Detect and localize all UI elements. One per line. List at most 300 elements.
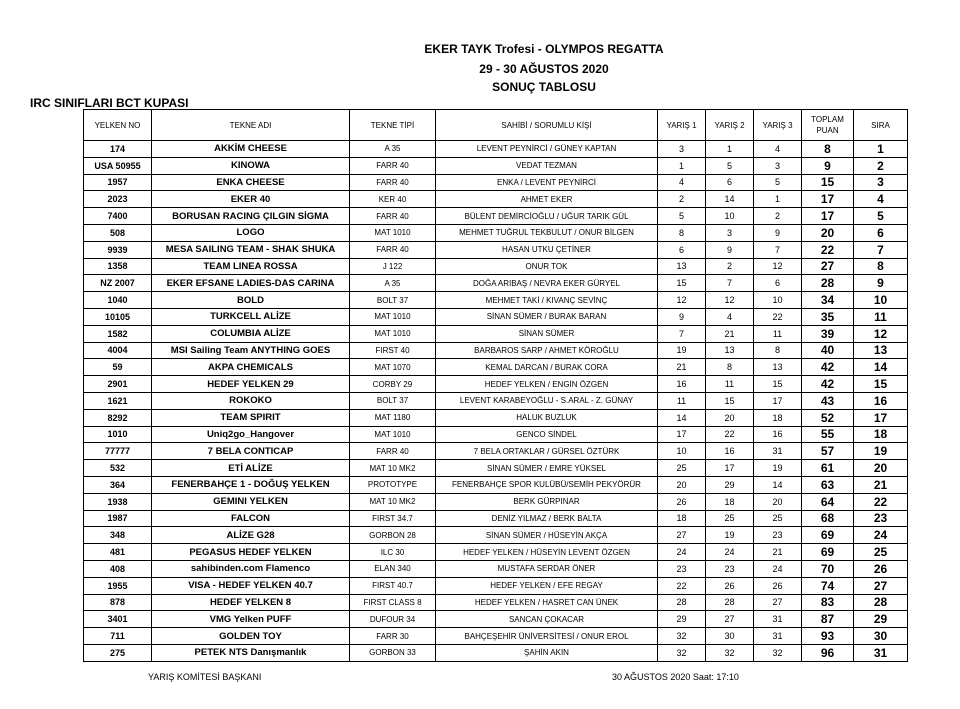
boat-type-cell: GORBON 33: [350, 644, 436, 661]
sail-no-cell: 1957: [84, 174, 152, 191]
table-row: [84, 191, 908, 208]
race-1-cell: 13: [658, 258, 706, 275]
col-header-race-1: YARIŞ 1: [658, 110, 706, 141]
col-header-rank: SIRA: [854, 110, 908, 141]
boat-name-cell: ALİZE G28: [152, 527, 350, 544]
race-2-cell: 25: [706, 510, 754, 527]
race-3-cell: 12: [754, 258, 802, 275]
rank-cell: 22: [854, 493, 908, 510]
race-3-cell: 9: [754, 224, 802, 241]
race-2-cell: 24: [706, 544, 754, 561]
boat-name-cell: TURKCELL ALİZE: [152, 308, 350, 325]
boat-type-cell: FIRST 34.7: [350, 510, 436, 527]
rank-cell: 28: [854, 594, 908, 611]
owner-cell: DENİZ YILMAZ / BERK BALTA: [436, 510, 658, 527]
table-row: [84, 426, 908, 443]
rank-cell: 29: [854, 611, 908, 628]
sail-no-cell: USA 50955: [84, 157, 152, 174]
boat-type-cell: FIRST 40.7: [350, 577, 436, 594]
boat-type-cell: A 35: [350, 275, 436, 292]
rank-cell: 9: [854, 275, 908, 292]
race-1-cell: 24: [658, 544, 706, 561]
sail-no-cell: 1987: [84, 510, 152, 527]
race-1-cell: 17: [658, 426, 706, 443]
race-2-cell: 21: [706, 325, 754, 342]
owner-cell: AHMET EKER: [436, 191, 658, 208]
owner-cell: BERK GÜRPINAR: [436, 493, 658, 510]
race-3-cell: 11: [754, 325, 802, 342]
race-3-cell: 32: [754, 644, 802, 661]
total-cell: 61: [802, 460, 854, 477]
race-1-cell: 26: [658, 493, 706, 510]
rank-cell: 3: [854, 174, 908, 191]
total-cell: 8: [802, 141, 854, 158]
boat-type-cell: MAT 1180: [350, 409, 436, 426]
boat-name-cell: sahibinden.com Flamenco: [152, 560, 350, 577]
rank-cell: 26: [854, 560, 908, 577]
race-2-cell: 32: [706, 644, 754, 661]
sail-no-cell: 2901: [84, 376, 152, 393]
race-2-cell: 28: [706, 594, 754, 611]
owner-cell: SİNAN SÜMER / EMRE YÜKSEL: [436, 460, 658, 477]
owner-cell: LEVENT PEYNİRCİ / GÜNEY KAPTAN: [436, 141, 658, 158]
race-1-cell: 2: [658, 191, 706, 208]
total-cell: 22: [802, 241, 854, 258]
race-3-cell: 19: [754, 460, 802, 477]
race-3-cell: 31: [754, 611, 802, 628]
boat-name-cell: GOLDEN TOY: [152, 628, 350, 645]
race-1-cell: 14: [658, 409, 706, 426]
race-3-cell: 3: [754, 157, 802, 174]
boat-type-cell: FIRST 40: [350, 342, 436, 359]
sail-no-cell: 348: [84, 527, 152, 544]
owner-cell: BÜLENT DEMİRCİOĞLU / UĞUR TARIK GÜL: [436, 208, 658, 225]
table-header-row: [84, 110, 908, 141]
sail-no-cell: 711: [84, 628, 152, 645]
race-2-cell: 14: [706, 191, 754, 208]
sail-no-cell: 1040: [84, 292, 152, 309]
boat-type-cell: FIRST CLASS 8: [350, 594, 436, 611]
col-header-total: TOPLAM PUAN: [802, 110, 854, 141]
boat-name-cell: COLUMBIA ALİZE: [152, 325, 350, 342]
boat-name-cell: GEMINI YELKEN: [152, 493, 350, 510]
total-cell: 63: [802, 476, 854, 493]
boat-name-cell: VMG Yelken PUFF: [152, 611, 350, 628]
table-row: [84, 510, 908, 527]
table-row: [84, 392, 908, 409]
boat-name-cell: PEGASUS HEDEF YELKEN: [152, 544, 350, 561]
rank-cell: 30: [854, 628, 908, 645]
race-2-cell: 18: [706, 493, 754, 510]
boat-name-cell: AKKİM CHEESE: [152, 141, 350, 158]
rank-cell: 4: [854, 191, 908, 208]
race-3-cell: 14: [754, 476, 802, 493]
owner-cell: HEDEF YELKEN / ENGİN ÖZGEN: [436, 376, 658, 393]
boat-name-cell: ENKA CHEESE: [152, 174, 350, 191]
race-3-cell: 7: [754, 241, 802, 258]
total-cell: 42: [802, 359, 854, 376]
table-row: [84, 594, 908, 611]
race-2-cell: 17: [706, 460, 754, 477]
total-cell: 28: [802, 275, 854, 292]
table-row: [84, 476, 908, 493]
owner-cell: LEVENT KARABEYOĞLU - S.ARAL - Z. GÜNAY: [436, 392, 658, 409]
rank-cell: 13: [854, 342, 908, 359]
race-1-cell: 27: [658, 527, 706, 544]
boat-type-cell: KER 40: [350, 191, 436, 208]
boat-name-cell: AKPA CHEMICALS: [152, 359, 350, 376]
boat-name-cell: EKER EFSANE LADIES-DAS CARINA: [152, 275, 350, 292]
total-cell: 69: [802, 527, 854, 544]
owner-cell: KEMAL DARCAN / BURAK CORA: [436, 359, 658, 376]
race-3-cell: 4: [754, 141, 802, 158]
sail-no-cell: 1621: [84, 392, 152, 409]
race-2-cell: 22: [706, 426, 754, 443]
total-cell: 9: [802, 157, 854, 174]
race-1-cell: 22: [658, 577, 706, 594]
owner-cell: BAHÇEŞEHİR ÜNİVERSİTESİ / ONUR EROL: [436, 628, 658, 645]
race-2-cell: 19: [706, 527, 754, 544]
table-row: [84, 157, 908, 174]
col-header-type: TEKNE TİPİ: [350, 110, 436, 141]
total-cell: 20: [802, 224, 854, 241]
total-cell: 64: [802, 493, 854, 510]
race-2-cell: 11: [706, 376, 754, 393]
race-3-cell: 31: [754, 443, 802, 460]
boat-name-cell: HEDEF YELKEN 29: [152, 376, 350, 393]
total-cell: 42: [802, 376, 854, 393]
col-header-boat: TEKNE ADI: [152, 110, 350, 141]
boat-name-cell: EKER 40: [152, 191, 350, 208]
boat-type-cell: MAT 1010: [350, 426, 436, 443]
race-2-cell: 1: [706, 141, 754, 158]
col-header-sail-no: YELKEN NO: [84, 110, 152, 141]
boat-type-cell: BOLT 37: [350, 392, 436, 409]
rank-cell: 6: [854, 224, 908, 241]
race-1-cell: 21: [658, 359, 706, 376]
sail-no-cell: 59: [84, 359, 152, 376]
sail-no-cell: NZ 2007: [84, 275, 152, 292]
race-3-cell: 8: [754, 342, 802, 359]
table-row: [84, 460, 908, 477]
table-row: [84, 224, 908, 241]
race-3-cell: 16: [754, 426, 802, 443]
total-cell: 93: [802, 628, 854, 645]
race-1-cell: 32: [658, 644, 706, 661]
boat-type-cell: BOLT 37: [350, 292, 436, 309]
race-3-cell: 23: [754, 527, 802, 544]
rank-cell: 23: [854, 510, 908, 527]
sail-no-cell: 10105: [84, 308, 152, 325]
total-cell: 40: [802, 342, 854, 359]
table-row: [84, 241, 908, 258]
race-2-cell: 7: [706, 275, 754, 292]
race-1-cell: 28: [658, 594, 706, 611]
boat-name-cell: MSI Sailing Team ANYTHING GOES: [152, 342, 350, 359]
sail-no-cell: 1938: [84, 493, 152, 510]
race-3-cell: 20: [754, 493, 802, 510]
race-3-cell: 5: [754, 174, 802, 191]
rank-cell: 2: [854, 157, 908, 174]
sail-no-cell: 174: [84, 141, 152, 158]
results-table: [83, 109, 908, 662]
race-1-cell: 7: [658, 325, 706, 342]
rank-cell: 5: [854, 208, 908, 225]
race-1-cell: 16: [658, 376, 706, 393]
sail-no-cell: 364: [84, 476, 152, 493]
boat-name-cell: BOLD: [152, 292, 350, 309]
boat-type-cell: FARR 40: [350, 443, 436, 460]
race-1-cell: 19: [658, 342, 706, 359]
sail-no-cell: 9939: [84, 241, 152, 258]
boat-type-cell: MAT 1070: [350, 359, 436, 376]
boat-type-cell: ILC 30: [350, 544, 436, 561]
race-1-cell: 11: [658, 392, 706, 409]
boat-type-cell: MAT 1010: [350, 325, 436, 342]
boat-type-cell: MAT 10 MK2: [350, 493, 436, 510]
race-1-cell: 15: [658, 275, 706, 292]
rank-cell: 20: [854, 460, 908, 477]
rank-cell: 15: [854, 376, 908, 393]
boat-type-cell: PROTOTYPE: [350, 476, 436, 493]
rank-cell: 17: [854, 409, 908, 426]
total-cell: 55: [802, 426, 854, 443]
total-cell: 69: [802, 544, 854, 561]
table-row: [84, 141, 908, 158]
sail-no-cell: 408: [84, 560, 152, 577]
owner-cell: ŞAHİN AKIN: [436, 644, 658, 661]
race-2-cell: 15: [706, 392, 754, 409]
table-row: [84, 376, 908, 393]
rank-cell: 1: [854, 141, 908, 158]
total-cell: 35: [802, 308, 854, 325]
race-1-cell: 12: [658, 292, 706, 309]
rank-cell: 21: [854, 476, 908, 493]
rank-cell: 18: [854, 426, 908, 443]
owner-cell: ONUR TOK: [436, 258, 658, 275]
rank-cell: 19: [854, 443, 908, 460]
boat-type-cell: MAT 10 MK2: [350, 460, 436, 477]
race-2-cell: 6: [706, 174, 754, 191]
boat-name-cell: MESA SAILING TEAM - SHAK SHUKA: [152, 241, 350, 258]
total-cell: 27: [802, 258, 854, 275]
race-1-cell: 3: [658, 141, 706, 158]
rank-cell: 16: [854, 392, 908, 409]
rank-cell: 27: [854, 577, 908, 594]
col-header-owner: SAHİBİ / SORUMLU KİŞİ: [436, 110, 658, 141]
total-cell: 87: [802, 611, 854, 628]
race-3-cell: 1: [754, 191, 802, 208]
total-cell: 74: [802, 577, 854, 594]
section-title: IRC SINIFLARI BCT KUPASI: [30, 96, 189, 110]
sail-no-cell: 4004: [84, 342, 152, 359]
race-2-cell: 10: [706, 208, 754, 225]
boat-type-cell: ELAN 340: [350, 560, 436, 577]
owner-cell: SANCAN ÇOKACAR: [436, 611, 658, 628]
table-row: [84, 628, 908, 645]
race-1-cell: 25: [658, 460, 706, 477]
boat-type-cell: FARR 30: [350, 628, 436, 645]
boat-type-cell: A 35: [350, 141, 436, 158]
table-row: [84, 292, 908, 309]
total-cell: 96: [802, 644, 854, 661]
table-row: [84, 359, 908, 376]
rank-cell: 10: [854, 292, 908, 309]
footer-timestamp: 30 AĞUSTOS 2020 Saat: 17:10: [612, 672, 739, 682]
table-row: [84, 174, 908, 191]
boat-type-cell: J 122: [350, 258, 436, 275]
race-1-cell: 32: [658, 628, 706, 645]
race-2-cell: 3: [706, 224, 754, 241]
race-1-cell: 6: [658, 241, 706, 258]
owner-cell: HEDEF YELKEN / HASRET CAN ÜNEK: [436, 594, 658, 611]
sail-no-cell: 7400: [84, 208, 152, 225]
table-row: [84, 527, 908, 544]
owner-cell: MUSTAFA SERDAR ÖNER: [436, 560, 658, 577]
sail-no-cell: 8292: [84, 409, 152, 426]
table-row: [84, 325, 908, 342]
boat-type-cell: MAT 1010: [350, 224, 436, 241]
race-2-cell: 12: [706, 292, 754, 309]
boat-name-cell: ROKOKO: [152, 392, 350, 409]
owner-cell: SİNAN SÜMER / BURAK BARAN: [436, 308, 658, 325]
owner-cell: GENCO SİNDEL: [436, 426, 658, 443]
total-cell: 52: [802, 409, 854, 426]
boat-name-cell: ETİ ALİZE: [152, 460, 350, 477]
owner-cell: ENKA / LEVENT PEYNİRCİ: [436, 174, 658, 191]
total-cell: 17: [802, 191, 854, 208]
race-1-cell: 23: [658, 560, 706, 577]
race-2-cell: 2: [706, 258, 754, 275]
rank-cell: 8: [854, 258, 908, 275]
total-cell: 70: [802, 560, 854, 577]
sail-no-cell: 275: [84, 644, 152, 661]
boat-type-cell: FARR 40: [350, 241, 436, 258]
race-2-cell: 26: [706, 577, 754, 594]
race-3-cell: 18: [754, 409, 802, 426]
table-row: [84, 208, 908, 225]
boat-type-cell: FARR 40: [350, 174, 436, 191]
boat-type-cell: CORBY 29: [350, 376, 436, 393]
table-row: [84, 308, 908, 325]
sail-no-cell: 1955: [84, 577, 152, 594]
table-row: [84, 560, 908, 577]
document-title: EKER TAYK Trofesi - OLYMPOS REGATTA: [424, 42, 664, 56]
col-header-race-2: YARIŞ 2: [706, 110, 754, 141]
race-2-cell: 8: [706, 359, 754, 376]
race-3-cell: 13: [754, 359, 802, 376]
race-1-cell: 1: [658, 157, 706, 174]
boat-name-cell: VISA - HEDEF YELKEN 40.7: [152, 577, 350, 594]
total-cell: 43: [802, 392, 854, 409]
boat-name-cell: FENERBAHÇE 1 - DOĞUŞ YELKEN: [152, 476, 350, 493]
boat-type-cell: GORBON 28: [350, 527, 436, 544]
race-1-cell: 29: [658, 611, 706, 628]
rank-cell: 12: [854, 325, 908, 342]
table-row: [84, 275, 908, 292]
race-2-cell: 13: [706, 342, 754, 359]
rank-cell: 7: [854, 241, 908, 258]
race-1-cell: 10: [658, 443, 706, 460]
race-1-cell: 20: [658, 476, 706, 493]
boat-name-cell: KINOWA: [152, 157, 350, 174]
table-row: [84, 577, 908, 594]
boat-name-cell: TEAM LINEA ROSSA: [152, 258, 350, 275]
owner-cell: HASAN UTKU ÇETİNER: [436, 241, 658, 258]
boat-type-cell: MAT 1010: [350, 308, 436, 325]
sail-no-cell: 508: [84, 224, 152, 241]
race-2-cell: 30: [706, 628, 754, 645]
owner-cell: VEDAT TEZMAN: [436, 157, 658, 174]
col-header-race-3: YARIŞ 3: [754, 110, 802, 141]
boat-type-cell: FARR 40: [350, 208, 436, 225]
table-row: [84, 258, 908, 275]
race-1-cell: 9: [658, 308, 706, 325]
table-row: [84, 544, 908, 561]
race-2-cell: 5: [706, 157, 754, 174]
sail-no-cell: 481: [84, 544, 152, 561]
race-3-cell: 6: [754, 275, 802, 292]
race-3-cell: 17: [754, 392, 802, 409]
rank-cell: 11: [854, 308, 908, 325]
total-cell: 39: [802, 325, 854, 342]
table-row: [84, 611, 908, 628]
race-2-cell: 27: [706, 611, 754, 628]
race-1-cell: 8: [658, 224, 706, 241]
rank-cell: 14: [854, 359, 908, 376]
total-cell: 17: [802, 208, 854, 225]
table-row: [84, 409, 908, 426]
owner-cell: 7 BELA ORTAKLAR / GÜRSEL ÖZTÜRK: [436, 443, 658, 460]
owner-cell: BARBAROS SARP / AHMET KÖROĞLU: [436, 342, 658, 359]
boat-name-cell: 7 BELA CONTICAP: [152, 443, 350, 460]
boat-name-cell: HEDEF YELKEN 8: [152, 594, 350, 611]
race-3-cell: 2: [754, 208, 802, 225]
race-3-cell: 27: [754, 594, 802, 611]
total-cell: 68: [802, 510, 854, 527]
total-cell: 83: [802, 594, 854, 611]
race-3-cell: 15: [754, 376, 802, 393]
race-2-cell: 29: [706, 476, 754, 493]
sail-no-cell: 1010: [84, 426, 152, 443]
race-3-cell: 22: [754, 308, 802, 325]
race-3-cell: 10: [754, 292, 802, 309]
sail-no-cell: 3401: [84, 611, 152, 628]
owner-cell: HEDEF YELKEN / EFE REGAY: [436, 577, 658, 594]
race-3-cell: 31: [754, 628, 802, 645]
boat-name-cell: FALCON: [152, 510, 350, 527]
boat-type-cell: DUFOUR 34: [350, 611, 436, 628]
owner-cell: MEHMET TAKİ / KIVANÇ SEVİNÇ: [436, 292, 658, 309]
sail-no-cell: 532: [84, 460, 152, 477]
sail-no-cell: 878: [84, 594, 152, 611]
boat-name-cell: PETEK NTS Danışmanlık: [152, 644, 350, 661]
race-2-cell: 23: [706, 560, 754, 577]
footer-committee: YARIŞ KOMİTESİ BAŞKANI: [148, 672, 262, 682]
document-date: 29 - 30 AĞUSTOS 2020: [479, 62, 609, 76]
owner-cell: SİNAN SÜMER: [436, 325, 658, 342]
sail-no-cell: 1582: [84, 325, 152, 342]
owner-cell: MEHMET TUĞRUL TEKBULUT / ONUR BİLGEN: [436, 224, 658, 241]
rank-cell: 31: [854, 644, 908, 661]
sail-no-cell: 1358: [84, 258, 152, 275]
race-3-cell: 26: [754, 577, 802, 594]
boat-name-cell: Uniq2go_Hangover: [152, 426, 350, 443]
owner-cell: FENERBAHÇE SPOR KULÜBÜ/SEMİH PEKYÖRÜR: [436, 476, 658, 493]
boat-type-cell: FARR 40: [350, 157, 436, 174]
table-row: [84, 493, 908, 510]
race-2-cell: 4: [706, 308, 754, 325]
